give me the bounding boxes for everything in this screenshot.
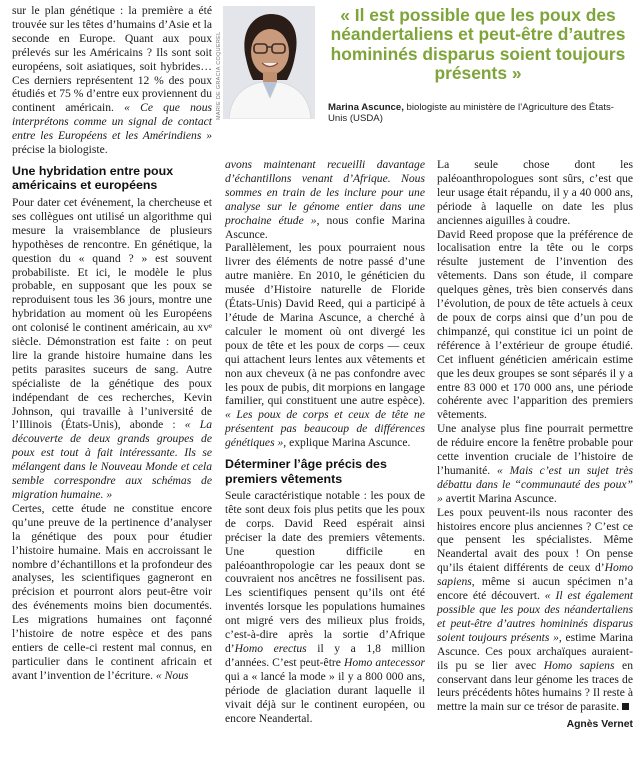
paragraph-text: , nous confie Marina Ascunce. bbox=[225, 213, 425, 241]
paragraph bbox=[225, 158, 425, 241]
paragraph-text: Seule caractéristique notable : les poux de tête sont deux fois plus petits que les poux de corps. David Reed espérait ainsi préciser la date des premiers vêtements. Une question difficile en paléoanthropologie car les peaux dont se couvraient nos ancêtres ne fossilisent pas. Les scientifiques pensent qu’ils ont été inventés lorsque les populations humaines ont migré vers des milieux plus froids, c’est-à-dire après la sortie d’Afrique d’ bbox=[225, 489, 425, 655]
paragraph bbox=[225, 489, 425, 725]
species-name: Homo antecessor bbox=[344, 655, 425, 669]
paragraph-text: précise la biologiste. bbox=[12, 143, 108, 157]
paragraph bbox=[437, 422, 633, 505]
paragraph-text: en conservant dans leur génome les traces de leurs précédents hôtes humains ? Il reste à mettre la main sur ce trésor de parasite. bbox=[437, 658, 633, 714]
paragraph bbox=[12, 4, 212, 157]
quote-text: avons maintenant recueilli davantage d’échantillons venant d’Afrique. Nous sommes en train de les inclure pour une analyse sur le génome entier dans une prochaine étude » bbox=[225, 158, 425, 227]
paragraph-text: Certes, cette étude ne constitue encore qu’une preuve de la pertinence d’analyser la génétique des poux pour étudier l’histoire humaine. Mais en accroissant le nombre d’échantillons et la profondeur des analyses, les scientifiques gagneront en précision et pourront alors peut-être voir des événements moins bien documentés. Les migrations humaines ont façonné l’histoire de notre espèce et des pans entiers de celle-ci restent mal connus, en particulier dans le continent africain et avant l’invention de l’écriture. bbox=[12, 501, 212, 682]
paragraph: David Reed propose que la préférence de localisation entre la tête ou le corps résulte justement de l’invention des vêtements. Dans son étude, il compare quelques gènes, très bien conservés dans l’évolution, de poux de tête actuels à ceux de poux de corps ainsi que d’un pou de chimpanzé, qui constitue ici un point de référence à l’extérieur de groupe étudié. Cet influent généticien américain estime que les deux groupes se sont séparés il y a entre 83 000 et 170 000 ans, une période cohérente avec l’apparition des premiers vêtements. bbox=[437, 227, 633, 422]
paragraph-text: , même si aucun spécimen n’a encore été découvert. bbox=[437, 575, 633, 603]
quote-text: « Nous bbox=[155, 668, 189, 682]
species-name: Homo sapiens bbox=[437, 561, 633, 589]
paragraph: La seule chose dont les paléoanthropologues sont sûrs, c’est que leur usage était répandu, il y a 40 000 ans, période à laquelle on date les plus anciennes aiguilles à coudre. bbox=[437, 158, 633, 227]
quote-text: « Les poux de corps et ceux de tête ne présentent pas beaucoup de différences génétiques » bbox=[225, 408, 425, 450]
species-name: Homo sapiens bbox=[543, 658, 615, 672]
paragraph-text: Parallèlement, les poux pourraient nous livrer des éléments de notre passé d’une autre manière. En 2010, le généticien du musée d’Histoire naturelle de Floride (États-Unis) David Reed, qui a participé à l’étude de Marina Ascunce, a cherché à calculer le moment où ont divergé les poux de tête et les poux de corps — ceux qui attachent leurs lentes aux vêtements et non aux cheveux (à ne pas confondre avec les poux de pubis, dit morpions en langage familier, qui constituent une autre espèce). bbox=[225, 241, 425, 408]
pull-quote-attribution bbox=[328, 102, 633, 125]
pull-quote: « Il est possible que les poux des néandertaliens et peut-être d’autres homininés disparus soient toujours présents » bbox=[330, 5, 626, 84]
portrait-photo bbox=[223, 6, 315, 119]
portrait-illustration bbox=[223, 6, 315, 119]
quote-text: « Il est également possible que les poux des néandertaliens et peut-être d’autres homininés disparus soient toujours présents » bbox=[437, 589, 633, 644]
quoted-person-name: Marina Ascunce, bbox=[328, 102, 404, 113]
paragraph-text: il y a 1,8 million d’années. C’est peut-être bbox=[225, 642, 425, 669]
paragraph-text: Les poux peuvent-ils nous raconter des histoires encore plus anciennes ? C’est ce que pensent les spécialistes. Même Neandertal avait des poux ! On pense qu’ils étaient différents de ceux d’ bbox=[437, 505, 633, 575]
paragraph-text: , estime Marina Ascunce. Ces poux archaïques auraient-ils pu se lier avec bbox=[437, 630, 633, 672]
end-of-article-mark bbox=[622, 703, 629, 710]
species-name: Homo erectus bbox=[234, 642, 307, 655]
paragraph-text: avertit Marina Ascunce. bbox=[442, 491, 557, 505]
paragraph bbox=[437, 506, 633, 715]
quoted-person-role: biologiste au ministère de l’Agriculture des États-Unis (USDA) bbox=[328, 102, 614, 125]
paragraph-text: Une analyse plus fine pourrait permettre de réduire encore la fenêtre probable pour cette invention cruciale de l’histoire de l’humanité. bbox=[437, 422, 633, 477]
paragraph-text: sur le plan génétique : la première a été trouvée sur les têtes d’humains d’Asie et la seconde en Europe. Quant aux poux prélevés sur les Américains ? Ils sont soit européens, soit asiatiques, soit hybrides… Ces derniers représentent 12 % des poux étudiés et 75 % d’entre eux proviennent du continent américain. bbox=[12, 4, 212, 115]
paragraph bbox=[225, 241, 425, 450]
quote-text: « La découverte de deux grands groupes de poux est tout à fait intéressante. Ils se mélangent dans le Nouveau Monde et cela semble correspondre aux schémas de migration humaine. » bbox=[12, 418, 212, 501]
paragraph-text: qui a « lancé la mode » il y a 800 000 ans, période de glaciation durant laquelle il vivait déjà sur le continent européen, ou encore Neandertal. bbox=[225, 669, 425, 725]
paragraph bbox=[12, 196, 212, 502]
paragraph-text: Pour dater cet événement, la chercheuse et ses collègues ont utilisé un algorithme qui mesure la vraisemblance de plusieurs hypothèses de rencontre. En génétique, la question du « quand ? » est souvent probabiliste. Et ici, le modèle le plus probable, en supposant que les poux se reproduisent tous les 36 jours, montre une hybridation au moment où les Européens ont colonisé le continent américain, au xvᵉ siècle. Démonstration est faite : on peut lire la grande histoire humaine dans les petits parasites suceurs de sang. Autre spécialiste de la génétique des poux indépendant de ces recherches, Kevin Johnson, qui travaille à l’université de l’Illinois (États-Unis), abonde : bbox=[12, 195, 212, 432]
article-column-3 bbox=[437, 158, 633, 732]
paragraph-text: , explique Marina Ascunce. bbox=[283, 436, 411, 450]
paragraph bbox=[12, 502, 212, 683]
quote-text: « Mais c’est un sujet très débattu dans le “communauté des poux” » bbox=[437, 463, 633, 505]
article-column-1 bbox=[12, 4, 212, 683]
quote-text: « Ce que nous interprétons comme un signal de contact entre les Européens et les Amérindiens » bbox=[12, 101, 213, 143]
section-heading: Déterminer l’âge précis des premiers vêtements bbox=[225, 457, 387, 486]
article-column-2 bbox=[225, 158, 425, 725]
section-heading: Une hybridation entre poux américains et européens bbox=[12, 163, 174, 193]
photo-credit: MARIE DE GRACIA COQUEREL bbox=[216, 31, 222, 120]
author-signature: Agnès Vernet bbox=[566, 719, 633, 731]
